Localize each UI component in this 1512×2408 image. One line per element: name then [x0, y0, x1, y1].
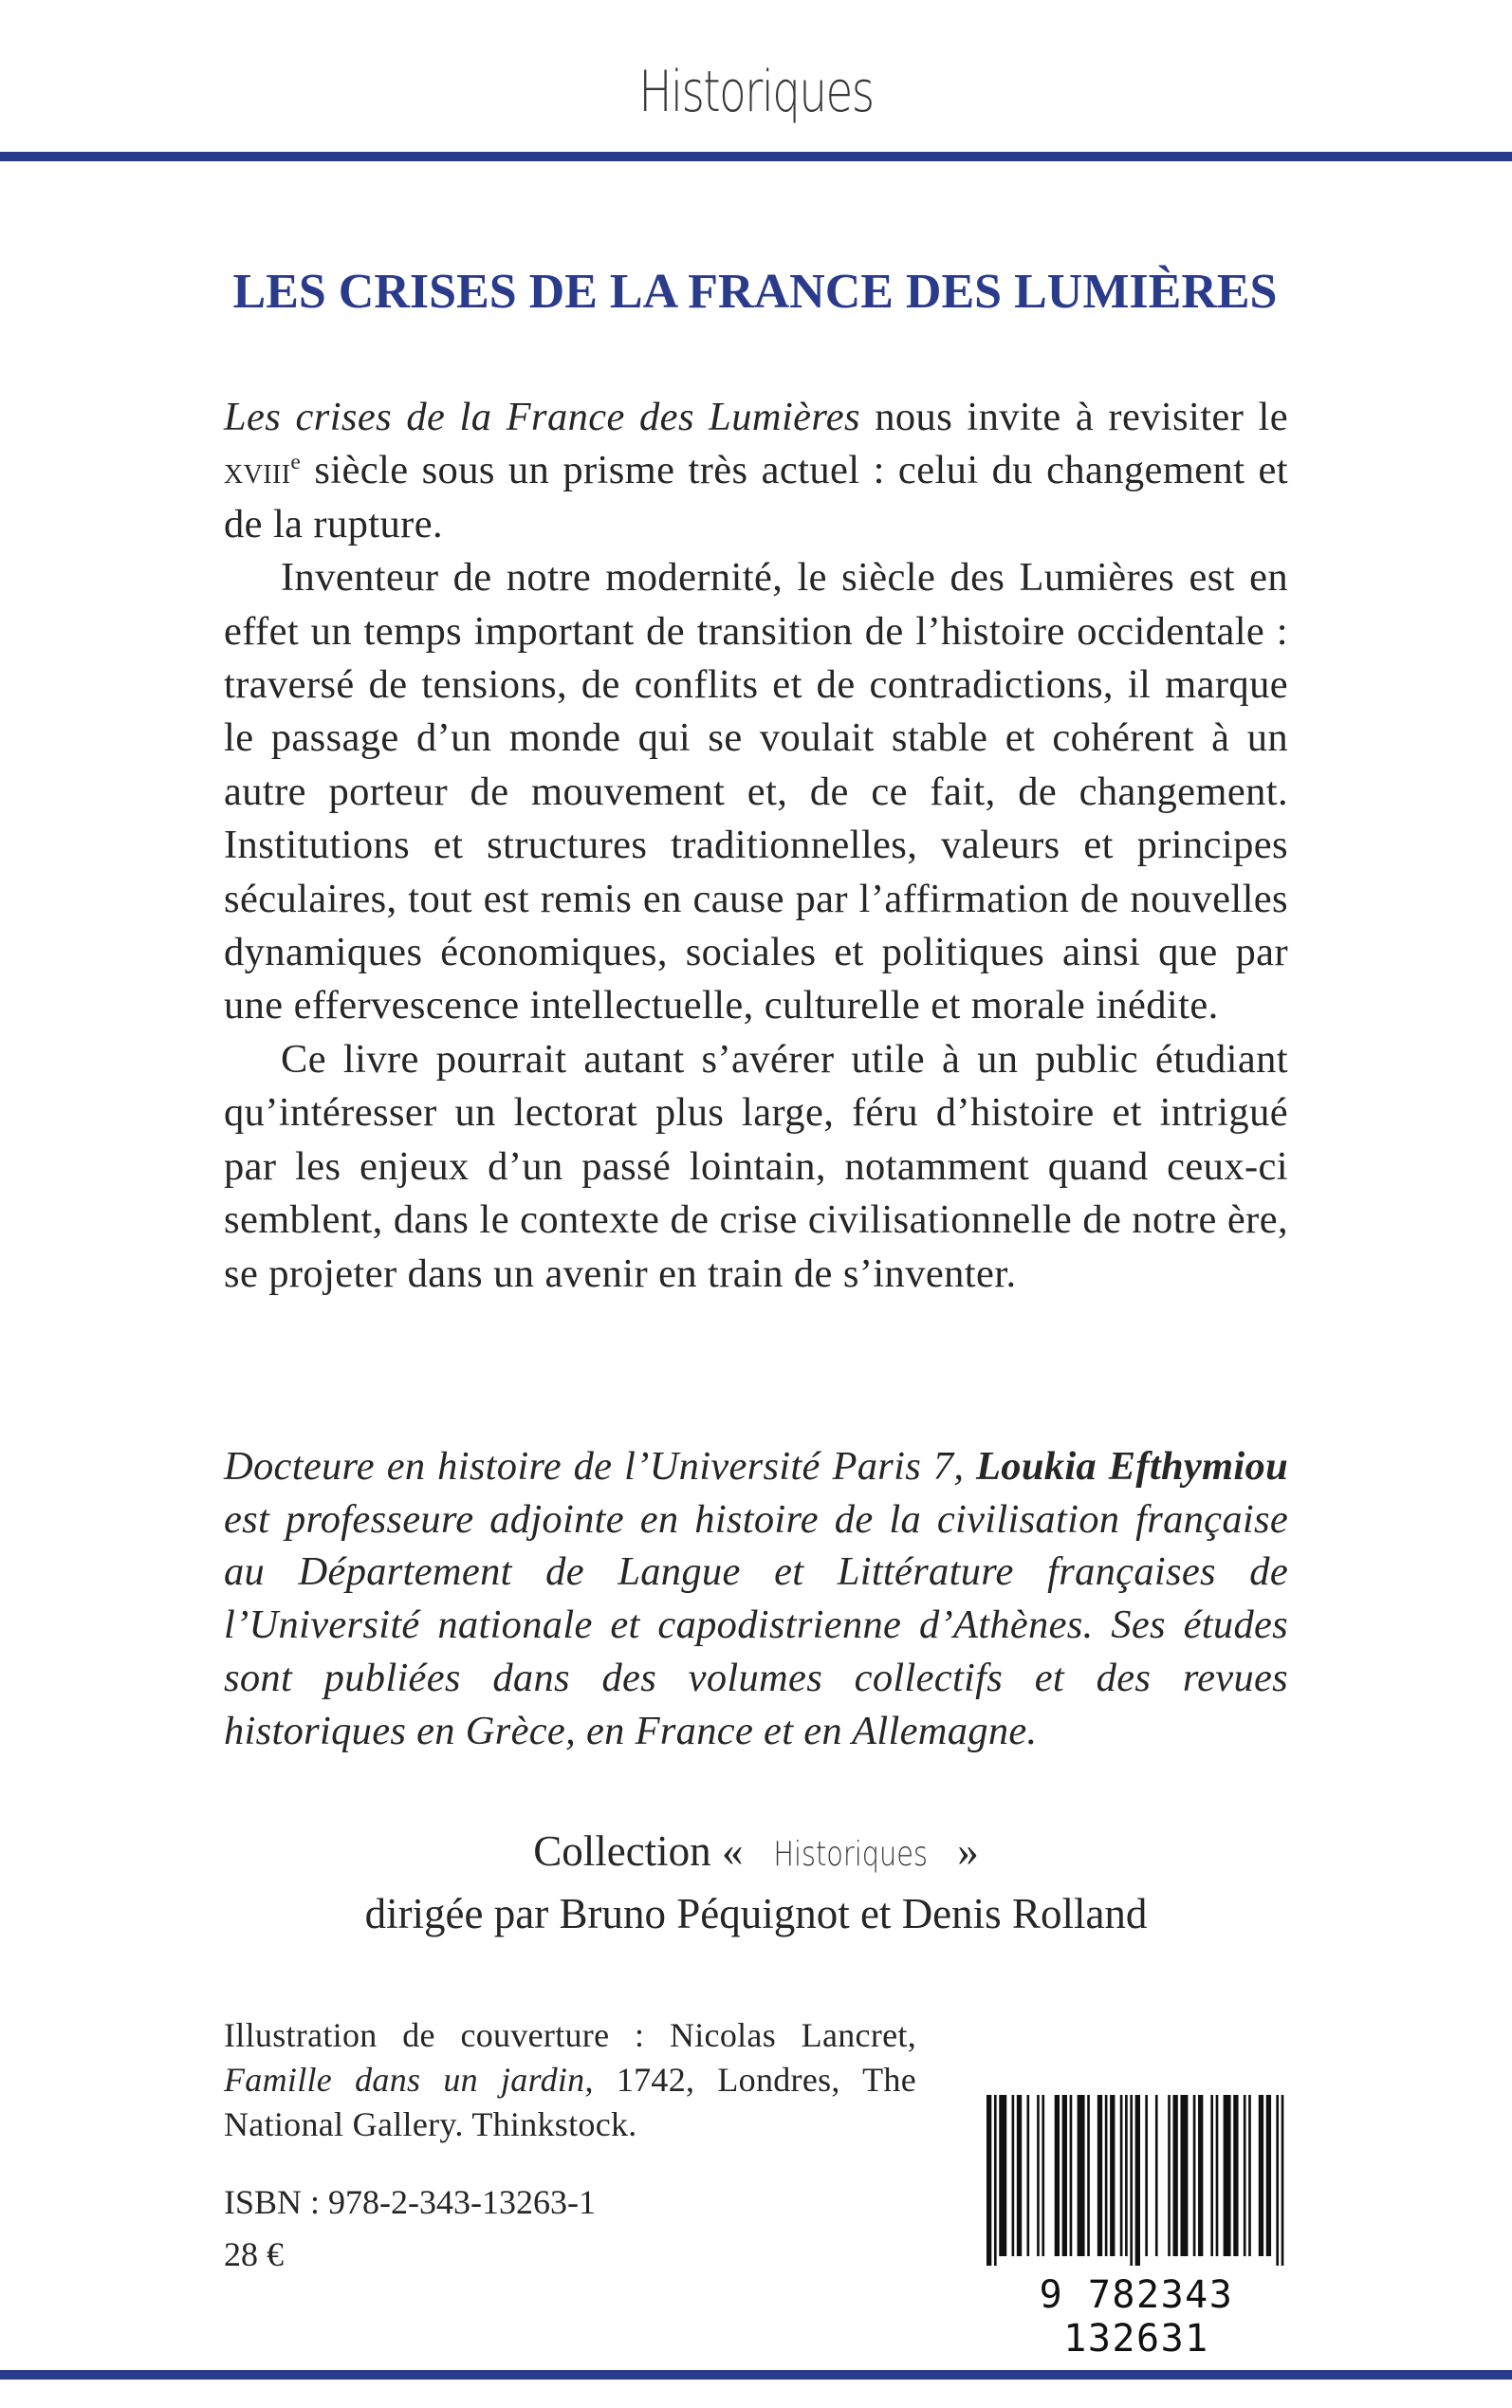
collection-directors: dirigée par Bruno Péquignot et Denis Rolland	[364, 1890, 1148, 1937]
barcode-bar	[1266, 2095, 1271, 2256]
blurb	[224, 391, 1288, 1301]
credits-text	[224, 2013, 916, 2147]
top-rule	[0, 152, 1512, 161]
series-logo: Historiques	[638, 59, 874, 125]
barcode-bar	[1193, 2095, 1196, 2256]
barcode-bars	[986, 2095, 1286, 2266]
barcode-bar	[1097, 2095, 1102, 2256]
barcode-bar	[1168, 2095, 1171, 2256]
author-bio	[224, 1440, 1288, 1757]
barcode-bar	[1070, 2095, 1073, 2256]
barcode-bar	[1210, 2095, 1213, 2256]
barcode-bar	[1078, 2095, 1085, 2256]
barcode-bar	[1233, 2095, 1238, 2256]
bio-text: est professeure adjointe en histoire de la civilisation française au Département de Langue et Littérature françaises de l’Université nationale et capodistrienne d’Athènes. Ses études sont publiées dans des volumes collectifs et des revues historiques en Grèce, en France et en Allemagne.	[224, 1496, 1288, 1753]
barcode-bar	[1259, 2095, 1263, 2256]
artwork-title: Famille dans un jardin	[224, 2061, 585, 2099]
barcode-bar	[1216, 2095, 1219, 2256]
blurb-text: nous invite à revisiter le	[859, 395, 1288, 439]
barcode-digits: 9 782343 132631	[1039, 2273, 1234, 2361]
barcode-bar	[1248, 2095, 1251, 2256]
quote-open: «	[721, 1827, 754, 1875]
barcode-bar	[1180, 2095, 1188, 2256]
blurb-paragraph-3: Ce livre pourrait autant s’avérer utile à un public étudiant qu’intéresser un lectorat plus large, féru d’histoire et intrigué par les enjeux d’un passé lointain, notamment quand ceux-ci semblent, dans le contexte de crise civilisationnelle de notre ère, se projeter dans un avenir en train de s’inventer.	[224, 1036, 1288, 1296]
collection-series-logo: Historiques	[773, 1835, 928, 1874]
barcode-bar	[1012, 2095, 1015, 2256]
bottom-rule	[0, 2370, 1512, 2380]
blurb-paragraph-1	[224, 391, 1288, 551]
barcode-bar	[986, 2095, 991, 2266]
credits-prefix: Illustration de couverture : Nicolas Lancret,	[224, 2016, 916, 2054]
blurb-paragraph-2: Inventeur de notre modernité, le siècle des Lumières est en effet un temps important de transition de l’histoire occidentale : traversé de tensions, de conflits et de contradictions, il marque le passage d’un monde qui se voulait stable et cohérent à un autre porteur de mouvement et, de ce fait, de changement. Institutions et structures traditionnelles, valeurs et principes séculaires, tout est remis en cause par l’affirmation de nouvelles dynamiques économiques, sociales et politiques ainsi que par une effervescence intellectuelle, culturelle et morale inédite.	[224, 555, 1288, 1028]
barcode-bar	[1055, 2095, 1060, 2256]
barcode-bar	[1244, 2095, 1246, 2256]
barcode-bar	[1155, 2095, 1158, 2256]
credits-suffix: , 1742, Londres, The National Gallery. Thinkstock.	[224, 2061, 916, 2143]
author-name: Loukia Efthymiou	[976, 1444, 1289, 1489]
barcode-bar	[1026, 2095, 1029, 2256]
quote-close: »	[947, 1827, 979, 1875]
barcode-bar	[1198, 2095, 1203, 2256]
illustration-credits	[224, 2013, 916, 2147]
book-title: LES CRISES DE LA FRANCE DES LUMIÈRES	[232, 265, 1278, 319]
barcode-bar	[1276, 2095, 1279, 2266]
barcode-bar	[1105, 2095, 1108, 2256]
barcode-bar	[1130, 2095, 1133, 2266]
collection-info	[0, 1822, 1512, 1943]
barcode-bar	[999, 2095, 1006, 2256]
barcode-bar	[1042, 2095, 1044, 2256]
blurb-text: siècle sous un prisme très actuel : celui du changement et de la rupture.	[224, 448, 1288, 546]
barcode-bar	[1173, 2095, 1178, 2256]
century-numeral: xviii	[224, 449, 291, 492]
barcode-bar	[1087, 2095, 1090, 2256]
barcode-bar	[1125, 2095, 1128, 2256]
barcode-bar	[1110, 2095, 1115, 2256]
barcode-bar	[1224, 2095, 1231, 2256]
barcode-bar	[1135, 2095, 1140, 2266]
barcode-bar	[1145, 2095, 1148, 2256]
isbn: ISBN : 978-2-343-13263-1	[224, 2183, 596, 2221]
price: 28 €	[224, 2235, 284, 2273]
century-superscript: e	[290, 450, 302, 475]
collection-line	[0, 1822, 1512, 1884]
barcode-bar	[1282, 2095, 1284, 2266]
barcode-bar	[1017, 2095, 1022, 2256]
barcode-bar	[1120, 2095, 1123, 2256]
bio-text: Docteure en histoire de l’Université Paris 7,	[224, 1444, 977, 1489]
barcode-bar	[994, 2095, 997, 2266]
barcode-bar	[1062, 2095, 1067, 2256]
barcode-bar	[1037, 2095, 1040, 2256]
collection-label: Collection	[533, 1827, 711, 1875]
blurb-lead-title: Les crises de la France des Lumières	[224, 395, 860, 439]
